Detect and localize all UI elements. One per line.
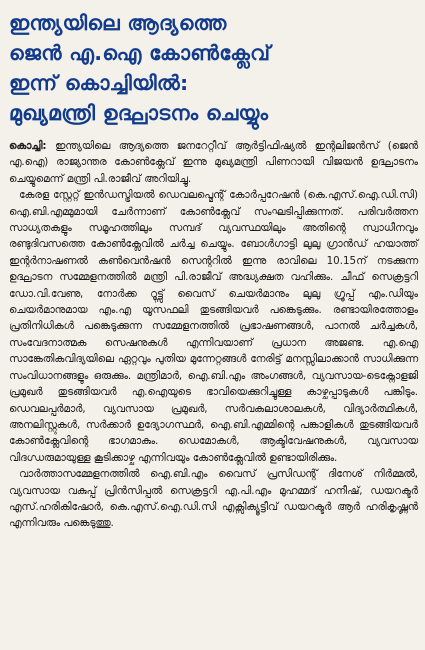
article-paragraph-2: കേരള സ്റ്റേറ്റ് ഇൻഡസ്ട്രിയൽ ഡെവലപ്മെന്റ് കോർപ്പറേഷൻ (കെ.എസ്.ഐ.ഡി.സി) ഐ.ബി.എമ്മുമായി ചേർന്നാണ് കോൺക്ലേവ് സംഘടിപ്പിക്കുന്നത്. പരിവർത്തന സാധ്യതകളും സമൂഹത്തിലും സമ്പദ് വ്യവസ്ഥയിലും അതിന്റെ സ്വാധീനവും രണ്ടുദിവസത്തെ കോൺക്ലേവിൽ ചർച്ച ചെയ്യും. ബോൾഗാട്ടി ലുലു ഗ്രാൻഡ് ഹയാത്ത് ഇന്റർനാഷണൽ കൺവെൻഷൻ സെന്ററിൽ ഇന്നു രാവിലെ 10.15ന് നടക്കുന്ന ഉദ്ഘാടന സമ്മേളനത്തിൽ മന്ത്രി പി.രാജീവ് അദ്ധ്യക്ഷത വഹിക്കും. ചീഫ് സെക്രട്ടറി ഡോ.വി.വേണു, നോർക്ക റൂട്ട്സ് വൈസ് ചെയർമാനും ലുലു ഗ്രൂപ്പ് എം.ഡിയും ചെയർമാനുമായ എം.എ യൂസഫലി തുടങ്ങിയവർ പങ്കെടുക്കും. രണ്ടായിരത്തോളം പ്രതിനിധികൾ പങ്കെടുക്കുന്ന സമ്മേളനത്തിൽ പ്രഭാഷണങ്ങൾ, പാനൽ ചർച്ചകൾ, സംവേദനാത്മക സെഷനുകൾ എന്നിവയാണ് പ്രധാന അജണ്ട. എ.ഐ സാങ്കേതികവിദ്യയിലെ ഏറ്റവും പുതിയ മുന്നേറ്റങ്ങൾ നേരിട്ട് മനസ്സിലാക്കാൻ സാധിക്കുന്ന സംവിധാനങ്ങളും ഒരുക്കും. മന്ത്രിമാർ, ഐ.ബി.എം അംഗങ്ങൾ, വ്യവസായ-ടെക്നോളജി പ്രമുഖർ തുടങ്ങിയവർ എ.ഐയുടെ ഭാവിയെക്കുറിച്ചുള്ള കാഴ്ചപ്പാടുകൾ പങ്കിടും. ഡെവലപ്പർമാർ, വ്യവസായ പ്രമുഖർ, സർവകലാശാലകൾ, വിദ്യാർത്ഥികൾ, അനലിസ്റ്റുകൾ, സർക്കാർ ഉദ്യോഗസ്ഥർ, ഐ.ബി.എമ്മിന്റെ പങ്കാളികൾ തുടങ്ങിയവർ കോൺക്ലേവിന്റെ ഭാഗമാകും. ഡെമോകൾ, ആക്ടിവേഷനുകൾ, വ്യവസായ വിദഗ്ധരുമായുള്ള കൂടിക്കാഴ്ച എന്നിവയും കോൺക്ലേവിൽ ഉണ്ടായിരിക്കും.: [9, 189, 418, 464]
headline: [9, 8, 418, 128]
article-paragraph-3: വാർത്താസമ്മേളനത്തിൽ ഐ.ബി.എം വൈസ് പ്രസിഡന്റ് ദിനേശ് നിർമ്മൽ, വ്യവസായ വകുപ്പ് പ്രിൻസിപ്പൽ സെക്രട്ടറി എ.പി.എം മുഹമ്മദ് ഹനീഷ്, ഡയറക്ടർ എസ്.ഹരികിഷോർ, കെ.എസ്.ഐ.ഡി.സി എക്സിക്യൂട്ടീവ് ഡയറക്ടർ ആർ ഹരികൃഷ്ണൻ എന്നിവരും പങ്കെടുത്തു.: [9, 468, 418, 530]
headline-line-1: ഇന്ത്യയിലെ ആദ്യത്തെ: [9, 11, 227, 35]
paragraph-1-text: ഇന്ത്യയിലെ ആദ്യത്തെ ജനറേറ്റീവ് ആർട്ടിഫിഷ്യൽ ഇന്റലിജൻസ് (ജെൻ എ.ഐ) രാജ്യാന്തര കോൺക്ലേവ് ഇന്നു മുഖ്യമന്ത്രി പിണറായി വിജയൻ ഉദ്ഘാടനം ചെയ്യുമെന്ന് മന്ത്രി പി.രാജീവ് അറിയിച്ചു.: [9, 140, 418, 185]
headline-line-2: ജെൻ എ.ഐ കോൺക്ലേവ്: [9, 41, 271, 65]
headline-line-4: മുഖ്യമന്ത്രി ഉദ്ഘാടനം ചെയ്യും: [9, 101, 269, 125]
article-body: [9, 138, 418, 532]
headline-line-3: ഇന്ന് കൊച്ചിയിൽ:: [9, 71, 189, 95]
dateline: കൊച്ചി:: [9, 140, 47, 152]
article-paragraph-1: [9, 138, 418, 187]
